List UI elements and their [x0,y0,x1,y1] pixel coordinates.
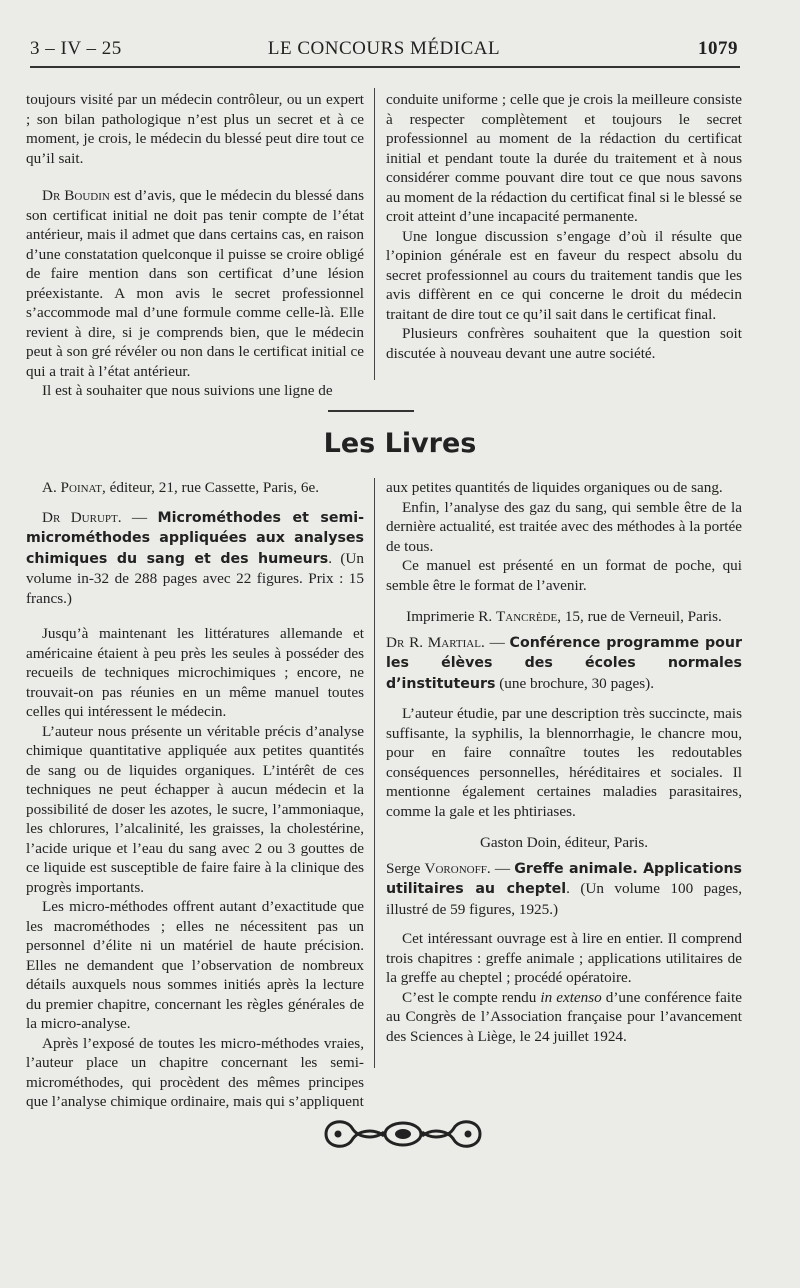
book-reference: Dr R. Martial. — Conférence programme pour les élèves des écoles normales d’instituteurs (une brochure, 30 pages). [386,633,743,692]
paragraph: L’auteur étudie, par une description très succincte, mais suffisante, la syphilis, la blennorrhagie, le chancre mou, pour en faire connaître toutes les redoutables conséquences personnelles, héréditaires et sociales. Il mentionne également certaines maladies parasitaires, comme la gale et les phtiriases. [386,705,742,820]
page-number: 1079 [698,38,738,59]
paragraph: Enfin, l’analyse des gaz du sang, qui semble être de la dernière actualité, est traitée avec des méthodes à la portée de tous. [386,498,742,555]
header-rule [30,66,740,68]
paragraph: Plusieurs confrères souhaitent que la question soit discutée à nouveau devant une autre société. [386,325,742,362]
section-divider [328,410,414,412]
paragraph: toujours visité par un médecin contrôleur, ou un expert ; son bilan pathologique n’est plus un secret et à ce moment, je crois, le médecin du blessé peut dire tout ce qu’il sait. [26,91,364,167]
paragraph: Une longue discussion s’engage d’où il résulte que l’opinion générale est en faveur du respect absolu du secret professionnel au cours du traitement tandis que les avis diffèrent en ce qui concerne le droit du médecin traitant de dire tout ce qu’il sait dans le certificat final. [386,227,742,323]
ornament-icon [318,1110,488,1158]
issue-date: 3 – IV – 25 [30,38,122,59]
paragraph: Après l’exposé de toutes les micro-méthodes vraies, l’auteur place un chapitre concernant les semi-microméthodes, qui procèdent des mêmes principes que l’analyse chimique ordinaire, mais qui s’appliquent [26,1034,364,1110]
paragraph: Jusqu’à maintenant les littératures allemande et américaine étaient à peu près les seules à posséder des recueils de techniques microchimiques ; encore, ne trouvait-on pas réunies en un même manuel toutes celles qui intéressent le médecin. [26,625,364,720]
book-title: Conférence programme pour les élèves des écoles normales d’instituteurs [386,634,743,692]
journal-title: LE CONCOURS MÉDICAL [267,38,501,59]
books-left-column [26,478,364,1112]
paragraph: Cet intéressant ouvrage est à lire en entier. Il comprend trois chapitres : greffe animale ; applications utilitaires de la greffe au cheptel ; procédé opératoire. [386,930,742,986]
book-title: Microméthodes et semi-microméthodes appliquées aux analyses chimiques du sang et des humeurs [26,509,364,567]
running-header [30,38,738,62]
paragraph: Les micro-méthodes offrent autant d’exactitude que les macrométhodes ; elles ne nécessitent pas un personnel d’élite ni un matériel de haute précision. Elles ne demandent que l’observation de nombreux détails auxquels nous sommes initiés après la lecture du premier chapitre, concernant les règles générales de la micro-analyse. [26,898,364,1032]
section-title: Les Livres [323,428,477,459]
paragraph: L’auteur nous présente un véritable précis d’analyse chimique quantitative appliquée aux petites quantités de sang ou de liquides organiques. L’intérêt de ces techniques ne peut échapper à aucun médecin et la possibilité de doser les azotes, le sucre, l’ammoniaque, les chlorures, l’alcalinité, les graisses, la cholestérine, l’acide urique et l’eau du sang avec 2 ou 3 gouttes de ce liquide est susceptible de faire faire à la clinique des progrès importants. [26,722,364,896]
top-right-column [386,90,742,363]
column-separator [374,478,375,1068]
publisher-line: Gaston Doin, éditeur, Paris. [479,834,649,851]
speaker-name: Dr Boudin [42,187,110,204]
paragraph: Ce manuel est présenté en un format de poche, qui semble être le format de l’avenir. [386,557,742,594]
book-reference: Dr Durupt. — Microméthodes et semi-microméthodes appliquées aux analyses chimiques du sang et des humeurs. (Un volume in-32 de 288 pages avec 22 figures. Prix : 15 francs.) [26,508,364,607]
publisher-line: A. Poinat, éditeur, 21, rue Cassette, Paris, 6e. [42,479,320,496]
book-author: Dr R. Martial [386,633,481,651]
paragraph: Il est à souhaiter que nous suivions une ligne de [42,382,333,399]
book-author: Voronoff [424,859,487,877]
book-title: Greffe animale. Applications utilitaires au cheptel [386,860,743,897]
column-separator [374,88,375,380]
paragraph: aux petites quantités de liquides organiques ou de sang. [386,479,723,496]
paragraph: conduite uniforme ; celle que je crois la meilleure consiste à respecter complètement et toujours le secret professionnel au moment de la rédaction du certificat initial et pendant toute la durée du traitement et à nous considérer comme pouvant dire tout ce que nous savons au moment de la rédaction du certificat final si le blessé se croit atteint d’une incapacité permanente. [386,91,742,225]
paragraph: Dr Boudin est d’avis, que le médecin du blessé dans son certificat initial ne doit pas tenir compte de l’état antérieur, mais il admet que dans certains cas, en raison d’une constatation quelconque il puisse se croire obligé de faire mention dans son certificat d’une lésion préexistante. A mon avis le secret professionnel s’accommode mal d’une formule comme celle-là. Elle revient à dire, si je comprends bien, que le médecin peut à son gré révéler ou non dans le certificat initial ce qui a trait à l’état antérieur. [26,187,364,380]
top-left-column [26,90,364,401]
publisher-line: Imprimerie R. Tancrède, 15, rue de Verneuil, Paris. [406,608,722,625]
paragraph: C’est le compte rendu in extenso d’une conférence faite au Congrès de l’Association française pour l’avancement des Sciences à Liège, le 24 juillet 1924. [386,988,742,1045]
book-reference: Serge Voronoff. — Greffe animale. Applications utilitaires au cheptel. (Un volume 100 pages, illustré de 59 figures, 1925.) [386,859,743,918]
book-author: Dr Durupt [42,508,118,526]
books-right-column [386,478,742,1046]
